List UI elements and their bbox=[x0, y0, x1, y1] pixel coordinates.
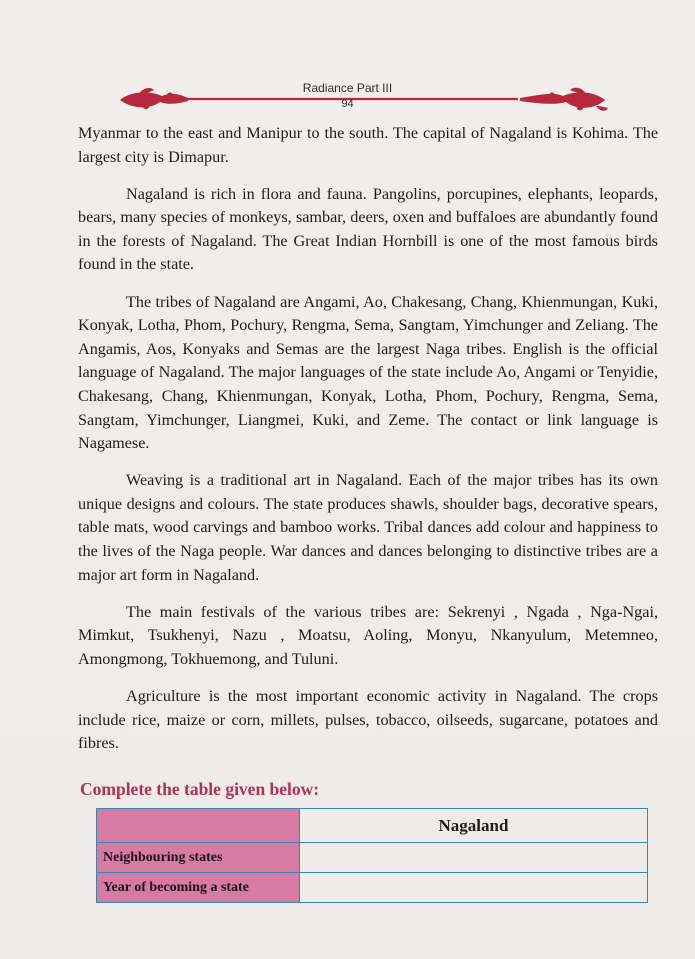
paragraph-weaving-arts: Weaving is a traditional art in Nagaland. Each of the major tribes has its own unique designs and colours. The state produces shawls, shoulder bags, decorative spears, table mats, wood carvings and bamboo works. Tribal dances add colour and happiness to the lives of the Naga people. War dances and dances belonging to distinctive tribes are a major art form in Nagaland. bbox=[78, 471, 658, 584]
book-title: Radiance Part III bbox=[302, 81, 393, 95]
table-row bbox=[97, 873, 648, 903]
table-column-header: Nagaland bbox=[300, 809, 648, 843]
table-corner-cell bbox=[97, 809, 300, 843]
exercise-heading: Complete the table given below: bbox=[80, 779, 320, 799]
exercise-table bbox=[96, 808, 648, 903]
table-answer-cell[interactable] bbox=[300, 873, 648, 903]
table-header-row bbox=[97, 809, 648, 843]
paragraph-agriculture: Agriculture is the most important economic activity in Nagaland. The crops include rice, maize or corn, millets, pulses, tobacco, oilseeds, sugarcane, potatoes and fibres. bbox=[78, 686, 658, 753]
main-text bbox=[78, 122, 658, 769]
table-row bbox=[97, 843, 648, 873]
table-row-label: Year of becoming a state bbox=[97, 873, 300, 903]
paragraph-festivals: The main festivals of the various tribes are: Sekrenyi , Ngada , Nga-Ngai, Mimkut, Tsukhenyi, Nazu , Moatsu, Aoling, Monyu, Nkanyulum, Metemneo, Amongmong, Tokhuemong, and Tuluni. bbox=[78, 602, 658, 668]
page-number: 94 bbox=[341, 98, 354, 110]
paragraph-tribes-languages: The tribes of Nagaland are Angami, Ao, Chakesang, Chang, Khienmungan, Kuki, Konyak, Lotha, Phom, Pochury, Rengma, Sema, Sangtam, Yimchunger and Zeliang. The Angamis, Aos, Konyaks and Semas are the largest Naga tribes. English is the official language of Nagaland. The major languages of the state include Ao, Angami or Tenyidie, Chakesang, Chang, Khienmungan, Konyak, Lotha, Phom, Pochury, Rengma, Sema, Sangtam, Yimchunger, Liangmei, Kuki, and Zeme. The contact or link language is Nagamese. bbox=[78, 292, 658, 453]
table-row-label: Neighbouring states bbox=[97, 843, 300, 873]
table-answer-cell[interactable] bbox=[300, 843, 648, 873]
paragraph-geography: Myanmar to the east and Manipur to the south. The capital of Nagaland is Kohima. The largest city is Dimapur. bbox=[78, 124, 658, 166]
paragraph-flora-fauna: Nagaland is rich in flora and fauna. Pangolins, porcupines, elephants, leopards, bears, many species of monkeys, sambar, deers, oxen and buffaloes are abundantly found in the forests of Nagaland. The Great Indian Hornbill is one of the most famous birds found in the state. bbox=[78, 184, 658, 274]
